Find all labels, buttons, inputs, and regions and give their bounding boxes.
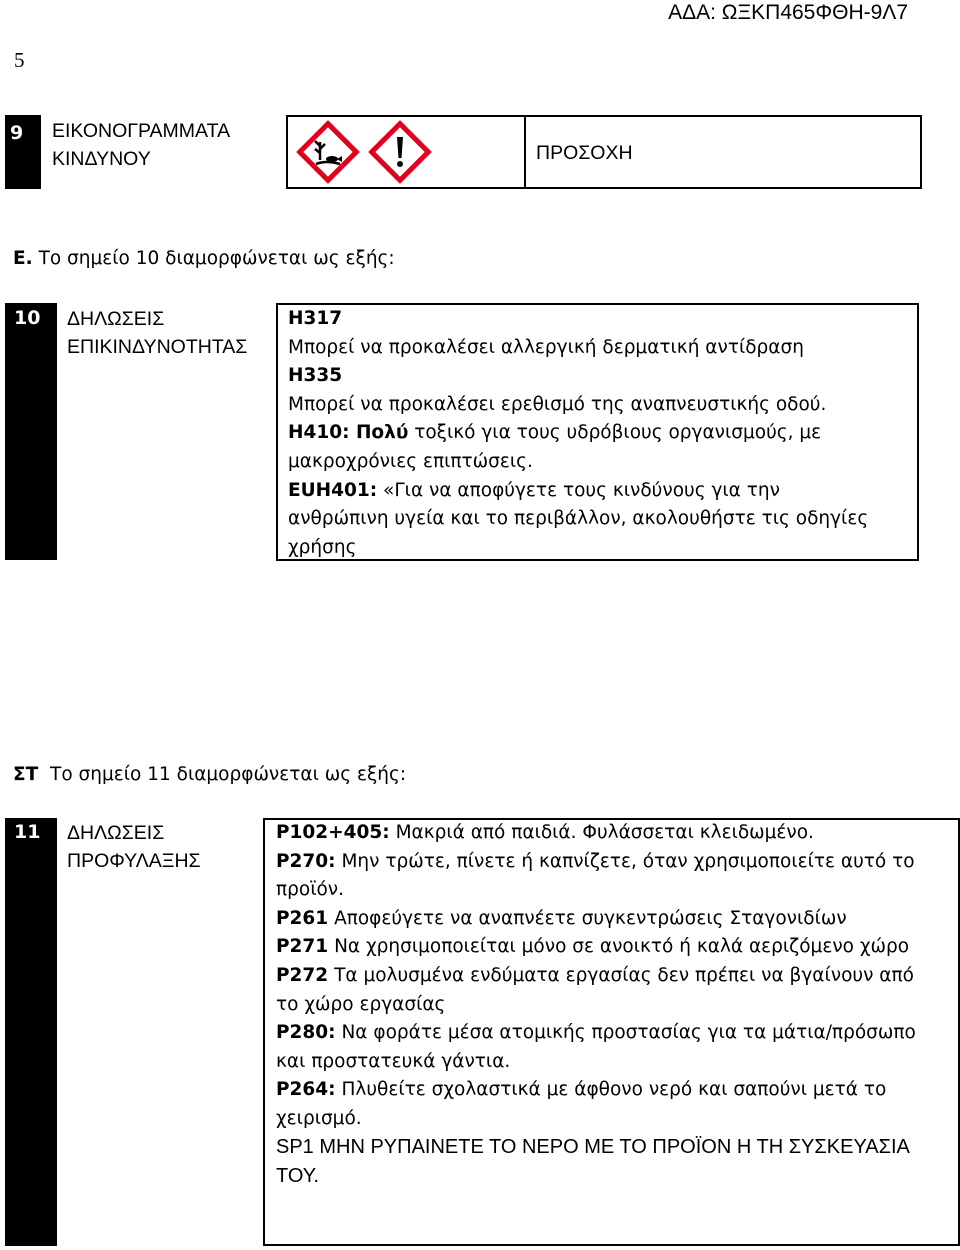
statement-text: προϊόν. <box>276 879 344 901</box>
statement-text: Μπορεί να προκαλέσει αλλεργική δερματική αντίδραση <box>288 336 804 358</box>
statement-code: P280: <box>276 1022 336 1044</box>
statement-text: το χώρο εργασίας <box>276 993 446 1015</box>
statement-text: ανθρώπινη υγεία και το περιβάλλον, ακολουθήστε τις οδηγίες <box>288 508 869 530</box>
exclamation-mark-icon <box>368 120 432 184</box>
statement-line <box>276 876 916 905</box>
statement-line <box>288 534 868 563</box>
statement-line <box>276 819 916 848</box>
statement-line <box>276 848 916 877</box>
statement-line <box>276 905 916 934</box>
statement-code: P261 <box>276 907 329 929</box>
statement-code: EUH401: <box>288 479 378 501</box>
statement-line <box>288 391 868 420</box>
statement-line <box>276 1076 916 1105</box>
section-11-label: ΔΗΛΩΣΕΙΣ ΠΡΟΦΥΛΑΞΗΣ <box>67 822 201 872</box>
statement-code: P102+405: <box>276 822 390 843</box>
section-10-label: ΔΗΛΩΣΕΙΣ ΕΠΙΚΙΝΔΥΝΟΤΗΤΑΣ <box>67 308 248 358</box>
statement-code: P270: <box>276 850 336 872</box>
statement-text: Μην τρώτε, πίνετε ή καπνίζετε, όταν χρησιμοποιείτε αυτό το <box>335 850 915 872</box>
statement-text: Να φοράτε μέσα ατομικής προστασίας για τα μάτια/πρόσωπο <box>335 1022 916 1044</box>
statement-line <box>288 448 868 477</box>
hazard-statements <box>288 305 868 562</box>
environment-hazard-icon <box>296 120 360 184</box>
section-10-number: 10 <box>14 307 41 329</box>
statement-line <box>276 1019 916 1048</box>
statement-line <box>276 991 916 1020</box>
statement-code: P272 <box>276 964 329 986</box>
pictogram-cell <box>286 115 526 189</box>
statement-code: H335 <box>288 365 343 387</box>
signal-word: ΠΡΟΣΟΧΗ <box>536 142 633 164</box>
statement-line <box>288 334 868 363</box>
statement-text: χειρισμό. <box>276 1107 362 1129</box>
section-11-number: 11 <box>14 821 41 843</box>
precautionary-statements <box>276 819 916 1134</box>
heading-e: E. Το σημείο 10 διαμορφώνεται ως εξής: <box>13 248 395 269</box>
statement-text: χρήσης <box>288 536 357 558</box>
statement-text: Μακριά από παιδιά. Φυλάσσεται κλειδωμένο. <box>389 822 814 843</box>
statement-text: Πλυθείτε σχολαστικά με άφθονο νερό και σαπούνι μετά το <box>335 1079 887 1101</box>
statement-line <box>288 419 868 448</box>
statement-text: τοξικό για τους υδρόβιους οργανισμούς, με <box>408 422 822 444</box>
statement-code: P264: <box>276 1079 336 1101</box>
statement-text: Τα μολυσμένα ενδύματα εργασίας δεν πρέπει να βγαίνουν από <box>328 964 914 986</box>
statement-code: P271 <box>276 936 329 958</box>
statement-text: Αποφεύγετε να αναπνέετε συγκεντρώσεις Σταγονιδίων <box>328 907 847 929</box>
statement-text: Να χρησιμοποιείται μόνο σε ανοικτό ή καλά αεριζόμενο χώρο <box>328 936 910 958</box>
section-11-number-column <box>5 818 57 1246</box>
statement-line <box>276 1048 916 1077</box>
statement-line <box>276 1105 916 1134</box>
statement-text: και προστατευκά γάντια. <box>276 1050 511 1072</box>
statement-line <box>288 305 868 334</box>
page-number: 5 <box>14 48 25 72</box>
ada-code: ΑΔΑ: ΩΞΚΠ465ΦΘΗ-9Λ7 <box>668 1 908 24</box>
section-9-label: ΕΙΚΟΝΟΓΡΑΜΜΑΤΑ ΚΙΝΔΥΝΟΥ <box>52 120 231 170</box>
statement-code: H317 <box>288 308 343 329</box>
statement-line <box>276 933 916 962</box>
sp1-statement: SP1 ΜΗΝ ΡΥΠΑΙΝΕΤΕ ΤΟ ΝΕΡΟ ΜΕ ΤΟ ΠΡΟΪΟΝ Η ΤΗ ΣΥΣΚΕΥΑΣΙΑ ΤΟΥ. <box>276 1136 910 1187</box>
statement-line <box>288 505 868 534</box>
section-10-number-column <box>5 303 57 560</box>
statement-code: H410: Πολύ <box>288 422 409 444</box>
statement-text: μακροχρόνιες επιπτώσεις. <box>288 450 533 472</box>
section-9-number: 9 <box>10 122 24 144</box>
statement-text: «Για να αποφύγετε τους κινδύνους για την <box>377 479 780 501</box>
statement-text: Μπορεί να προκαλέσει ερεθισμό της αναπνευστικής οδού. <box>288 393 827 415</box>
statement-line <box>288 477 868 506</box>
statement-line <box>288 362 868 391</box>
statement-line <box>276 962 916 991</box>
heading-st: ΣΤ Το σημείο 11 διαμορφώνεται ως εξής: <box>13 764 407 785</box>
